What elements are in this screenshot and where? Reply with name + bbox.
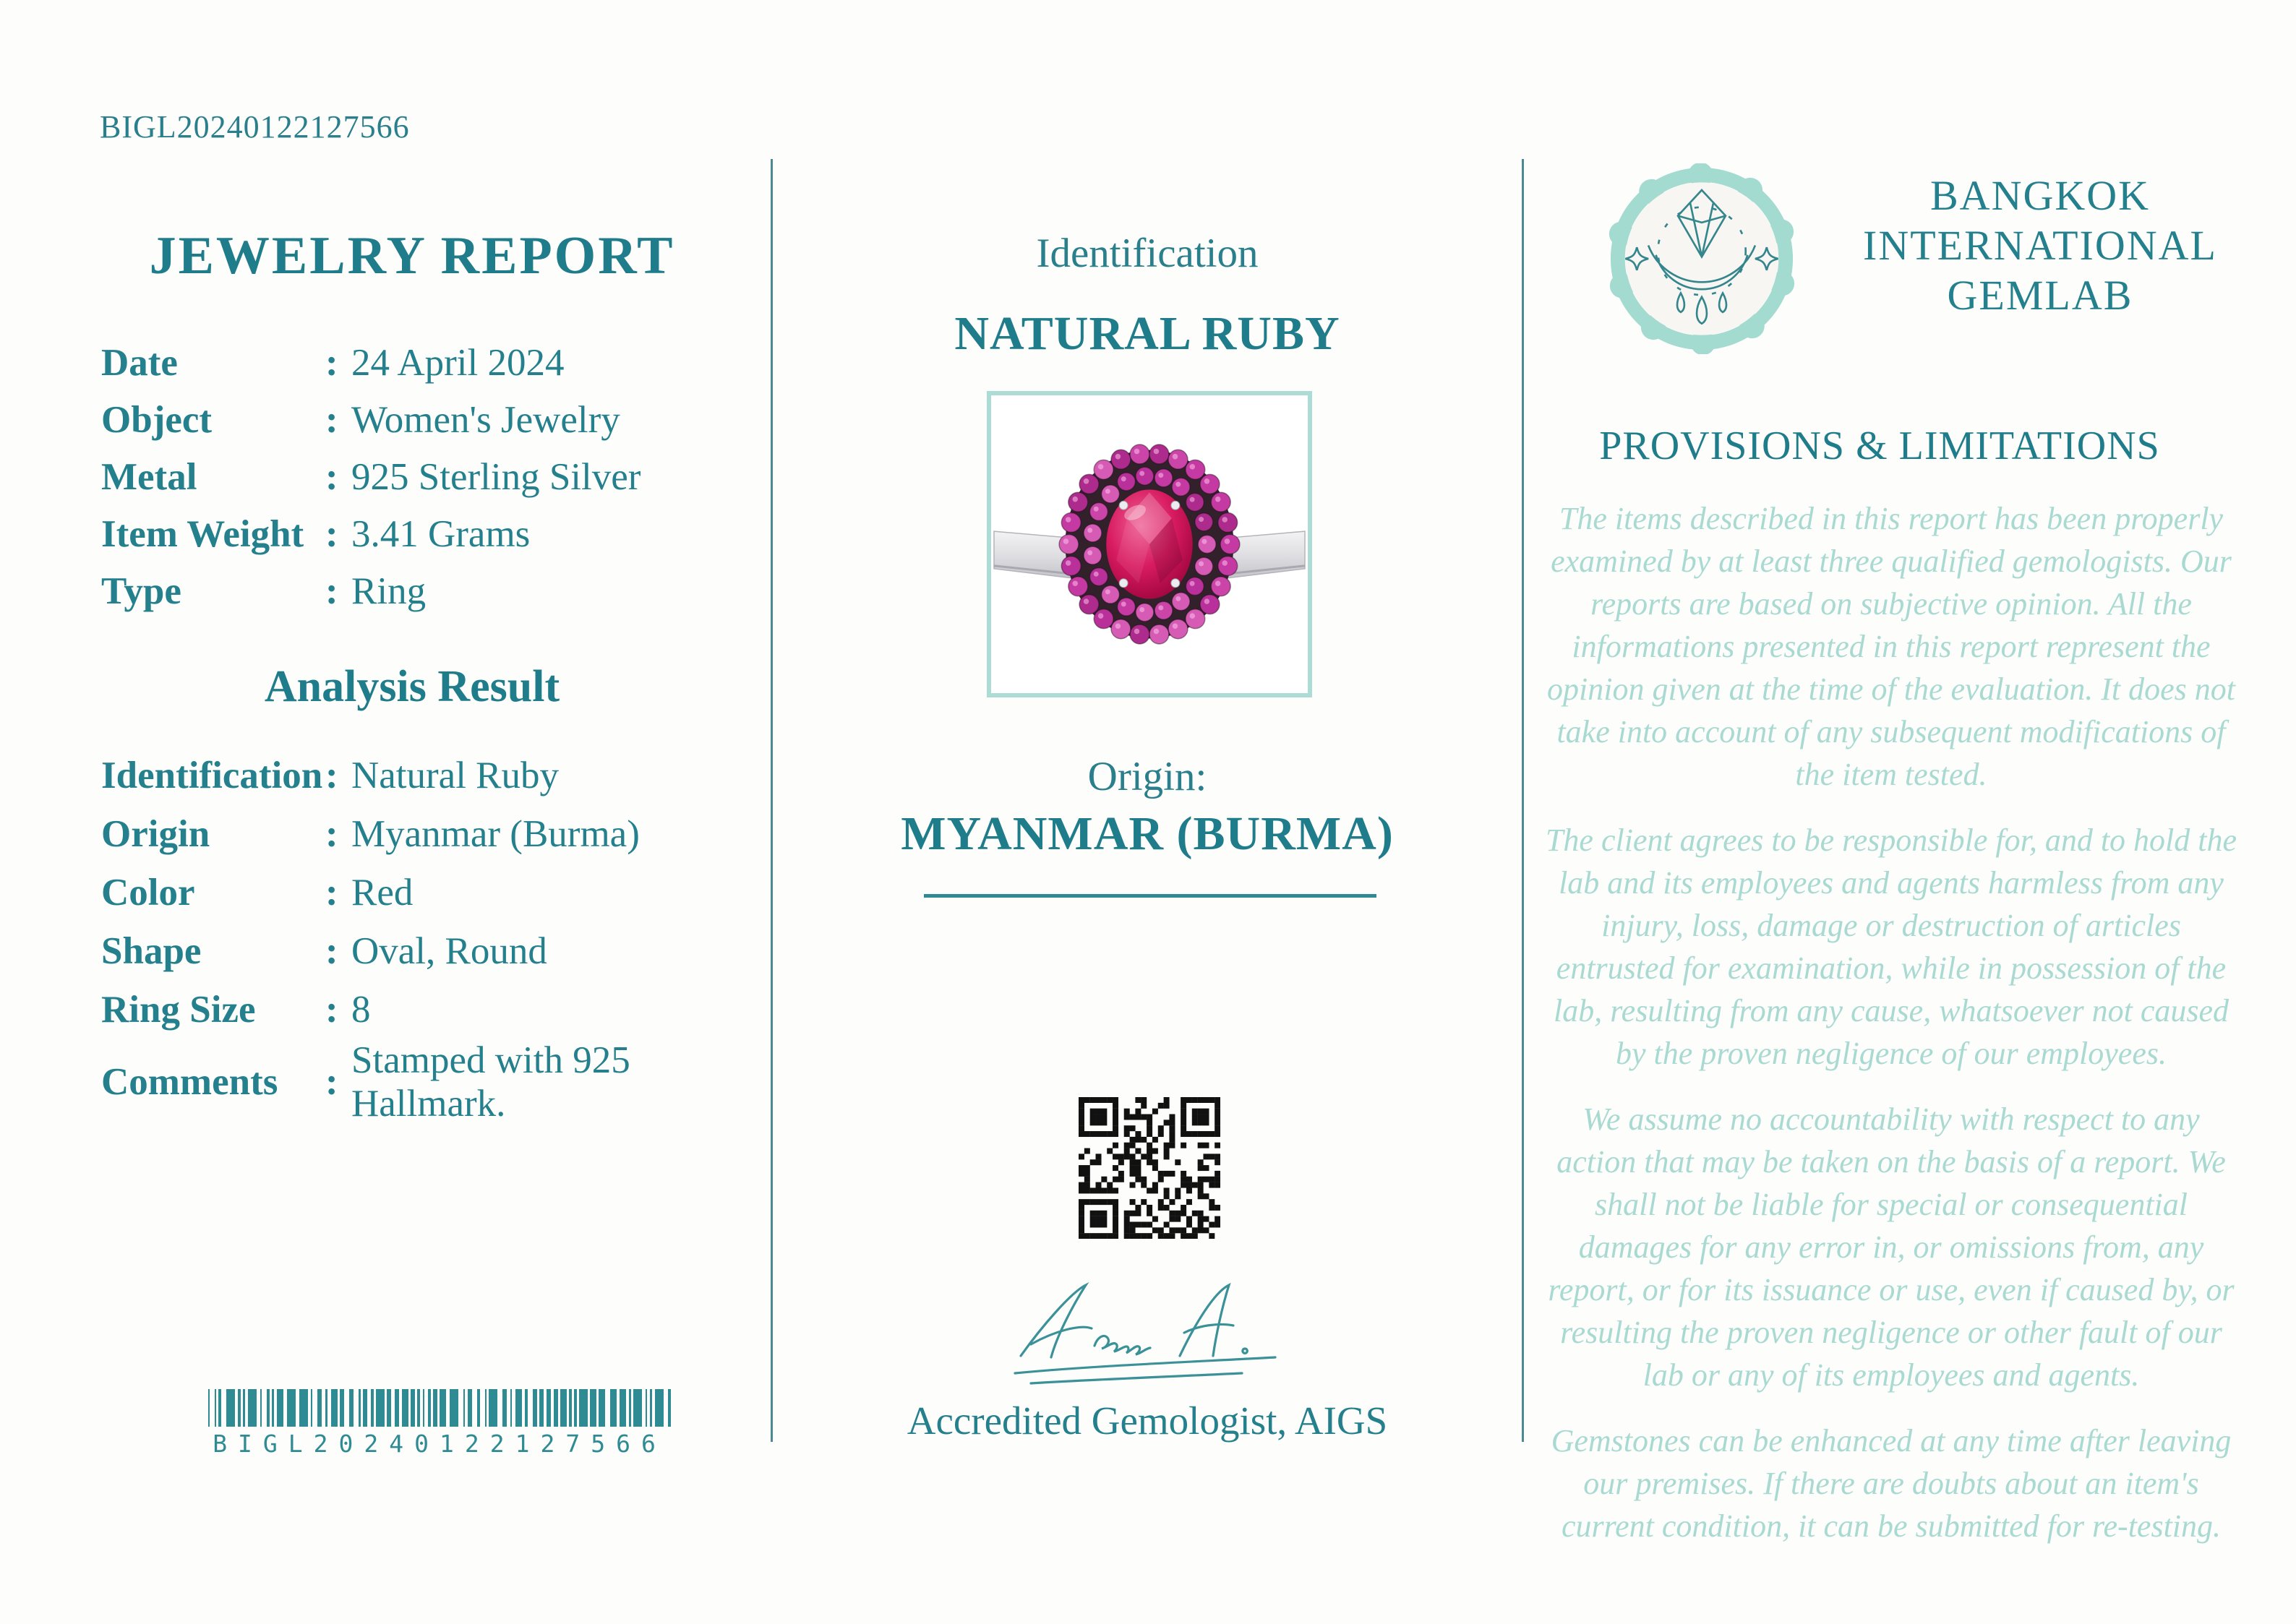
report-number: BIGL20240122127566 xyxy=(100,109,410,145)
field-colon: : xyxy=(325,455,338,498)
field-colon: : xyxy=(325,398,338,441)
field-row-item-weight xyxy=(101,505,737,562)
field-label: Color xyxy=(101,871,195,914)
analysis-result-title: Analysis Result xyxy=(264,662,560,711)
field-value: Stamped with 925 Hallmark. xyxy=(351,1039,630,1125)
field-label: Metal xyxy=(101,455,197,498)
field-value: 8 xyxy=(351,988,371,1031)
provision-paragraph: Gemstones can be enhanced at any time after leaving our premises. If there are doubts about an item's current condition, it can be submitted for re-testing. xyxy=(1551,1423,2232,1544)
provisions-title: PROVISIONS & LIMITATIONS xyxy=(1599,424,2160,468)
provision-paragraph: The items described in this report has been properly examined by at least three qualified gemologists. Our reports are based on subjective opinion. All the informations presented in this report represent the opinion given at the time of the evaluation. It does not take into account of any subsequent modifications of the item tested. xyxy=(1547,501,2235,792)
barcode-text: BIGL20240122127566 xyxy=(213,1430,667,1458)
field-value: Oval, Round xyxy=(351,929,547,972)
qr-code xyxy=(1079,1097,1220,1239)
field-label: Object xyxy=(101,398,213,441)
provisions-paragraphs xyxy=(1544,497,2238,1571)
field-colon: : xyxy=(325,812,338,855)
field-value: Ring xyxy=(351,570,427,612)
lab-name-line: GEMLAB xyxy=(1947,272,2133,319)
field-colon: : xyxy=(325,754,338,796)
field-label: Shape xyxy=(101,929,202,972)
signer-title: Accredited Gemologist, AIGS xyxy=(907,1399,1388,1443)
field-label: Comments xyxy=(101,1061,278,1103)
field-row-type xyxy=(101,562,737,619)
lab-name-line: BANGKOK xyxy=(1930,172,2150,219)
ring-photo xyxy=(991,395,1308,693)
ring-photo-frame xyxy=(987,391,1312,697)
barcode xyxy=(208,1389,671,1458)
origin-heading: Origin: xyxy=(1087,754,1207,799)
field-colon: : xyxy=(325,988,338,1031)
lab-name xyxy=(1816,171,2264,320)
analysis-row-identification xyxy=(101,746,752,804)
identification-value: NATURAL RUBY xyxy=(954,307,1340,360)
field-label: Ring Size xyxy=(101,988,256,1031)
analysis-row-color xyxy=(101,863,752,921)
field-label: Identification xyxy=(101,754,323,796)
field-value: Myanmar (Burma) xyxy=(351,812,640,855)
field-value: 925 Sterling Silver xyxy=(351,455,641,498)
analysis-row-origin xyxy=(101,804,752,863)
field-colon: : xyxy=(325,1061,338,1103)
field-label: Date xyxy=(101,341,178,384)
field-value: Red xyxy=(351,871,414,914)
analysis-fields xyxy=(101,746,752,1125)
field-label: Type xyxy=(101,570,181,612)
field-colon: : xyxy=(325,929,338,972)
field-colon: : xyxy=(325,871,338,914)
qr-code-image xyxy=(1079,1097,1220,1239)
column-divider-left xyxy=(771,159,773,1442)
column-divider-right xyxy=(1522,159,1524,1442)
analysis-row-comments xyxy=(101,1039,752,1125)
provision-paragraph: We assume no accountability with respect to any action that may be taken on the basis of a report. We shall not be liable for special or consequential damages for any error in, or omissions from, any report, or for its issuance or use, even if caused by, or resulting the proven negligence or other fault of our lab or any of its employees and agents. xyxy=(1548,1101,2235,1393)
field-colon: : xyxy=(325,512,338,555)
jewelry-report-title: JEWELRY REPORT xyxy=(149,226,675,285)
field-label: Item Weight xyxy=(101,512,304,555)
field-value: Women's Jewelry xyxy=(351,398,620,441)
provision-paragraph: The client agrees to be responsible for, and to hold the lab and its employees and agents harmless from any injury, loss, damage or destruction of articles entrusted for examination, while in possession of the lab, resulting from any cause, whatsoever not caused by the proven negligence of our employees. xyxy=(1545,822,2237,1071)
field-row-metal xyxy=(101,448,737,505)
field-value: 24 April 2024 xyxy=(351,341,565,384)
field-value: 3.41 Grams xyxy=(351,512,531,555)
analysis-row-ring-size xyxy=(101,980,752,1039)
field-row-date xyxy=(101,334,737,391)
field-row-object xyxy=(101,391,737,448)
field-label: Origin xyxy=(101,812,210,855)
lab-name-line: INTERNATIONAL xyxy=(1863,222,2217,269)
gemologist-signature xyxy=(1009,1281,1298,1404)
identification-heading: Identification xyxy=(1036,231,1259,276)
origin-divider-line xyxy=(924,894,1376,898)
barcode-image xyxy=(208,1389,671,1427)
lab-logo-icon xyxy=(1606,163,1797,354)
report-fields xyxy=(101,334,737,619)
field-colon: : xyxy=(325,341,338,384)
analysis-row-shape xyxy=(101,921,752,980)
field-colon: : xyxy=(325,570,338,612)
origin-value: MYANMAR (BURMA) xyxy=(901,807,1394,860)
field-value: Natural Ruby xyxy=(351,754,560,796)
